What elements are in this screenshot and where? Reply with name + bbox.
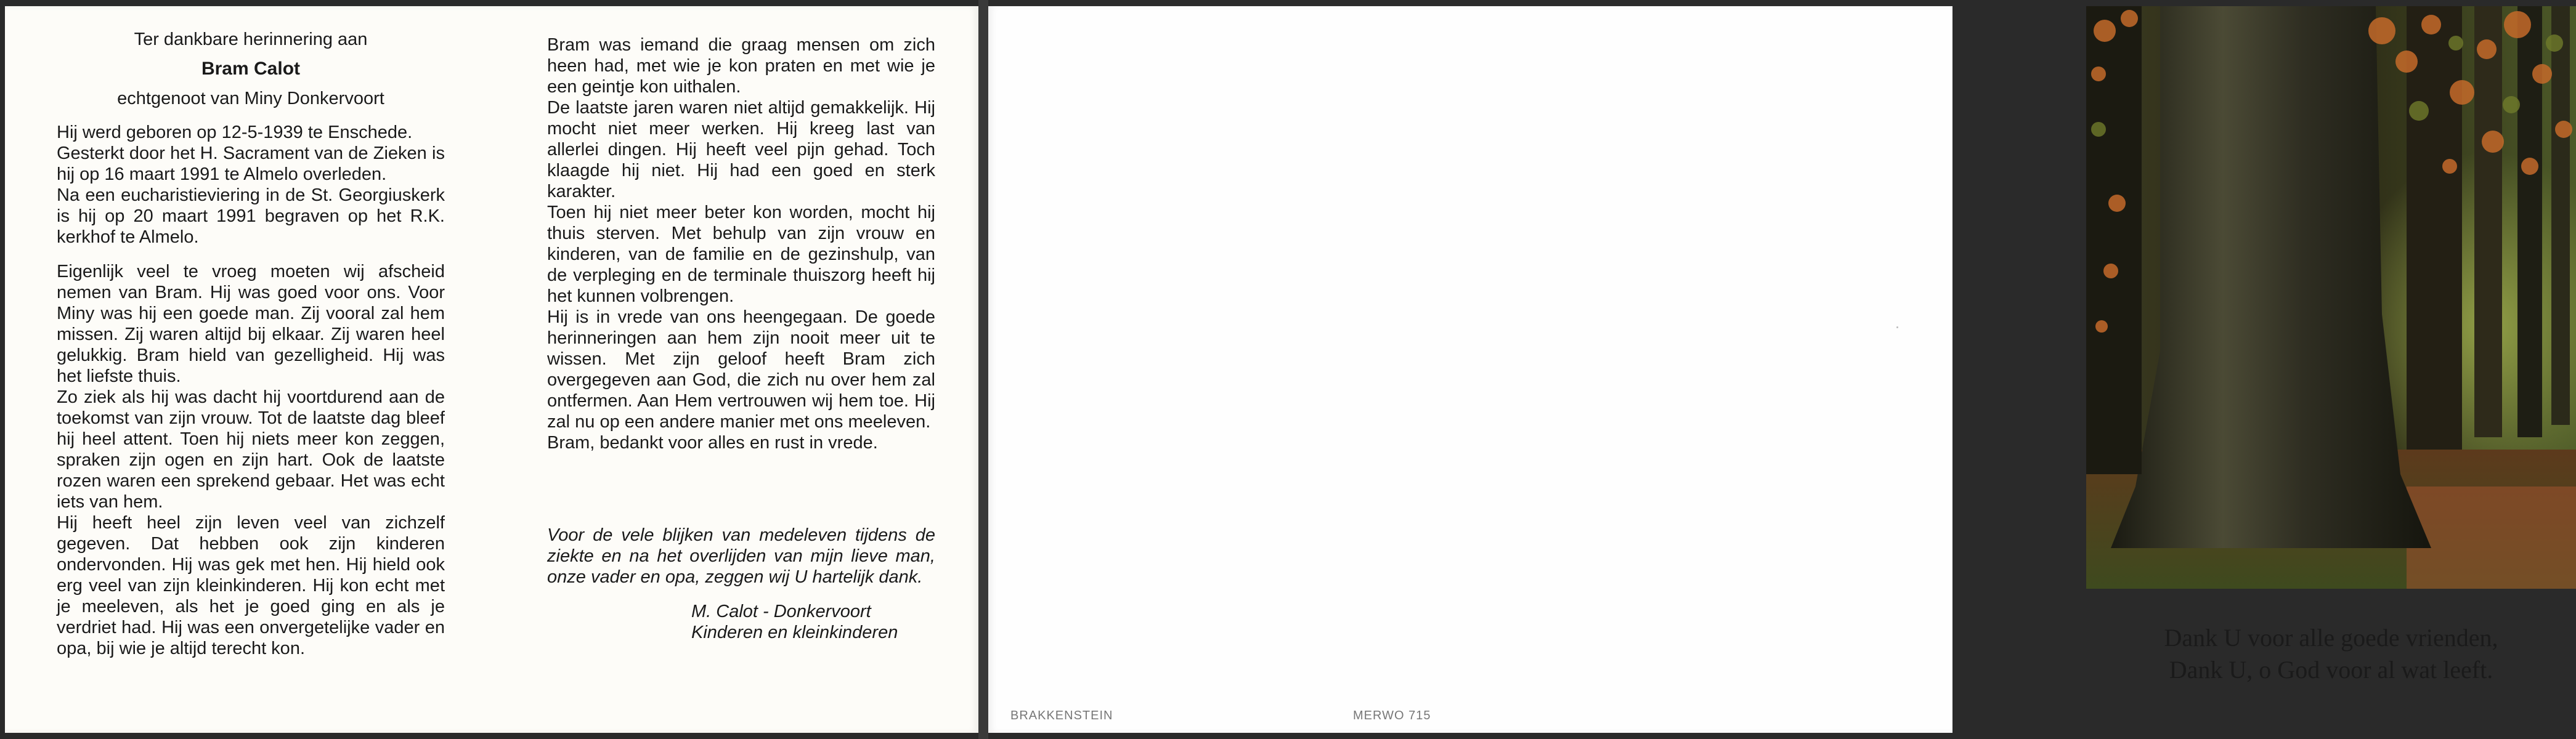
card-header: [57, 25, 445, 113]
page-right: [547, 6, 935, 733]
publisher-imprint: BRAKKENSTEIN: [1010, 709, 1113, 722]
bio-line: Na een eucharistieviering in de St. Georgiuskerk is hij op 20 maart 1991 begraven op het R.K. kerkhof te Almelo.: [57, 185, 445, 247]
back-page: [988, 6, 1469, 733]
inner-spread: [5, 6, 978, 733]
memorial-text-2: [547, 34, 935, 453]
memorial-paragraph: De laatste jaren waren niet altijd gemakkelijk. Hij mocht niet meer werken. Hij kreeg last van allerlei dingen. Hij heeft veel pijn gehad. Toch klaagde hij niet. Hij had een goed en sterk karakter.: [547, 98, 935, 201]
verse-line: Dank U, o God voor al wat leeft.: [2169, 656, 2493, 684]
biography-facts: [57, 122, 445, 248]
signature-line: Kinderen en kleinkinderen: [691, 623, 898, 642]
bio-line: Hij werd geboren op 12-5-1939 te Enschede.: [57, 123, 413, 142]
autumn-forest-tree-photo: [2086, 6, 2576, 589]
memorial-paragraph: Hij is in vrede van ons heengegaan. De goede herinneringen aan hem zijn nooit meer uit te wissen. Met zijn geloof heeft Bram zich overgegeven aan God, die zich nu over hem zal ontfermen. Aan Hem vertrouwen wij hem toe. Hij zal nu op een andere manier met ons meeleven.: [547, 307, 935, 432]
verse: [2086, 622, 2576, 686]
header-dedication: Ter dankbare herinnering aan: [134, 30, 368, 49]
signature-line: M. Calot - Donkervoort: [691, 602, 871, 621]
memorial-text-1: [57, 261, 445, 659]
deceased-name: Bram Calot: [201, 59, 301, 79]
memorial-paragraph: Toen hij niet meer beter kon worden, mocht hij thuis sterven. Met behulp van zijn vrouw en kinderen, van de familie en de gezinshulp, van de verpleging en de terminale thuiszorg heeft hij het kunnen volbrengen.: [547, 203, 935, 306]
speck: [1896, 326, 1898, 328]
memorial-paragraph: Zo ziek als hij was dacht hij voortdurend aan de toekomst van zijn vrouw. Tot de laatste dag bleef hij heel attent. Toen hij niets meer kon zeggen, spraken zijn ogen en zijn hart. Ook de laatste rozen waren een sprekend gebaar. Het was echt iets van hem.: [57, 387, 445, 512]
header-spouse: echtgenoot van Miny Donkervoort: [117, 89, 384, 108]
bio-line: Gesterkt door het H. Sacrament van de Zieken is hij op 16 maart 1991 te Almelo overleden.: [57, 143, 445, 184]
thanks-text: Voor de vele blijken van medeleven tijdens de ziekte en na het overlijden van mijn lieve man, onze vader en opa, zeggen wij U hartelijk dank.: [547, 525, 935, 587]
memorial-paragraph: Eigenlijk veel te vroeg moeten wij afscheid nemen van Bram. Hij was goed voor ons. Voor Miny was hij een goede man. Zij vooral zal hem missen. Zij waren altijd bij elkaar. Zij waren heel gelukkig. Bram hield van gezelligheid. Hij was het liefste thuis.: [57, 262, 445, 386]
memorial-paragraph: Bram, bedankt voor alles en rust in vrede.: [547, 433, 878, 453]
memorial-paragraph: Bram was iemand die graag mensen om zich heen had, met wie je kon praten en met wie je een geintje kon uithalen.: [547, 35, 935, 97]
scan-gutter: [978, 0, 988, 739]
outer-spread: [988, 6, 2498, 733]
memorial-paragraph: Hij heeft heel zijn leven veel van zichzelf gegeven. Dat hebben ook zijn kinderen ondervonden. Hij was gek met hen. Hij hield ook erg veel van zijn kleinkinderen. Hij kon echt met je meeleven, als het je goed ging en als je verdriet had. Hij was een onvergetelijke vader en opa, bij wie je altijd terecht kon.: [57, 513, 445, 658]
verse-line: Dank U voor alle goede vrienden,: [2164, 624, 2498, 652]
signature: [691, 601, 935, 643]
card-code: MERWO 715: [1353, 709, 1431, 722]
page-left: [57, 6, 445, 733]
